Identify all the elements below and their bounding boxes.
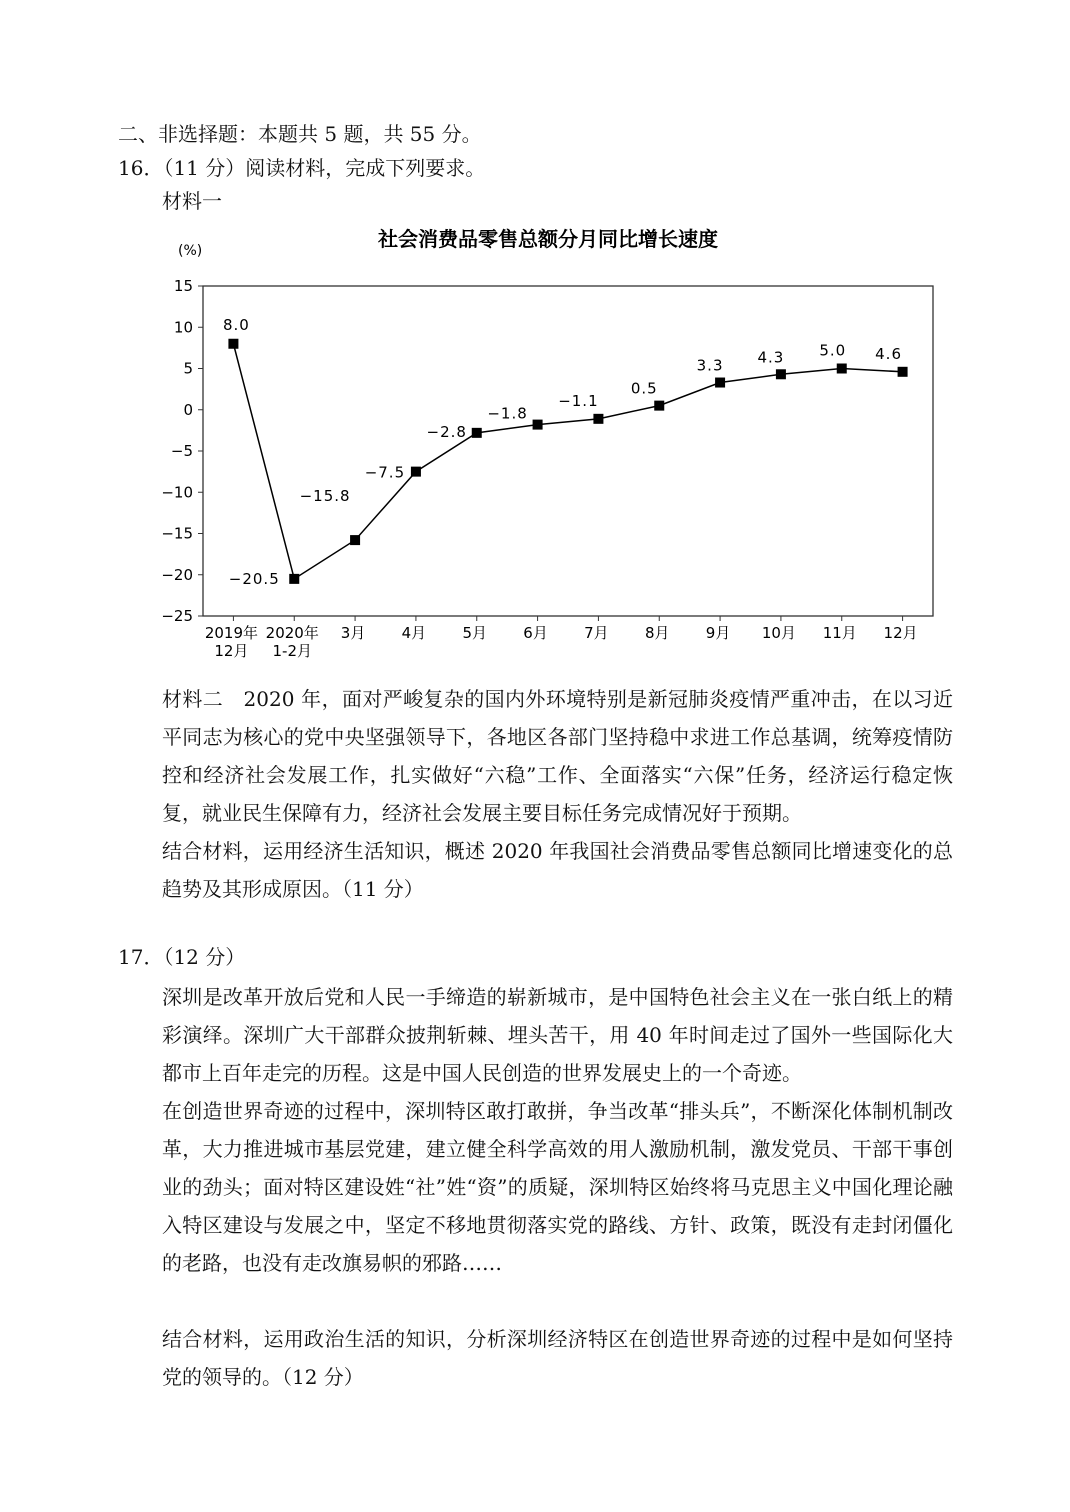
x-tick-label: 10月 [761,624,796,642]
data-point-marker [411,467,421,477]
data-label: 4.6 [875,344,903,363]
y-tick-label: −25 [161,607,193,625]
y-tick-label: 15 [173,277,193,295]
section-header: 二、非选择题：本题共 5 题，共 55 分。 [118,122,482,146]
data-point-marker [837,364,847,374]
y-axis-label: (%) [178,243,203,259]
data-point-marker [350,535,360,545]
x-tick-label: 1-2月 [272,642,312,660]
x-tick-label: 12月 [214,642,249,660]
data-point-marker [776,369,786,379]
data-point-marker [654,401,664,411]
data-label: −15.8 [299,487,351,506]
x-tick-label: 2020年 [265,624,319,642]
q17-title: 17．（12 分） [118,945,246,969]
x-tick-label: 8月 [644,624,670,642]
x-tick-label: 2019年 [204,624,259,642]
q17-question: 结合材料，运用政治生活的知识，分析深圳经济特区在创造世界奇迹的过程中是如何坚持党的领导的。（12 分） [162,1327,953,1389]
material1-label: 材料一 [162,189,222,213]
y-tick-label: −15 [161,524,193,543]
series-line [233,341,902,579]
y-tick-label: −10 [161,483,193,502]
y-tick-label: −20 [161,565,193,584]
data-label: 8.0 [222,315,250,334]
q17-para1: 深圳是改革开放后党和人民一手缔造的崭新城市，是中国特色社会主义在一张白纸上的精彩演绎。深圳广大干部群众披荆斩棘、埋头苦干，用 40 年时间走过了国外一些国际化大都市上百年走完的历程。这是中国人民创造的世界发展史上的一个奇迹。 [162,985,953,1085]
data-point-marker [533,420,543,430]
data-label: 3.3 [696,356,724,375]
data-label: 4.3 [757,348,785,367]
data-point-marker [593,414,603,424]
q16-question: 结合材料，运用经济生活知识，概述 2020 年我国社会消费品零售总额同比增速变化的总趋势及其形成原因。（11 分） [162,839,953,901]
line-chart [150,218,950,668]
y-tick-label: 0 [183,400,193,419]
y-tick-label: −5 [170,442,193,460]
y-tick-label: 5 [183,359,193,378]
x-tick-label: 12月 [883,624,918,642]
data-point-marker [472,428,482,438]
data-label: −20.5 [228,569,280,588]
data-point-marker [715,378,725,388]
x-tick-label: 4月 [401,624,427,642]
data-label: 0.5 [630,379,658,398]
x-tick-label: 9月 [705,624,731,642]
y-tick-label: 10 [173,318,193,337]
data-point-marker [898,367,908,377]
data-label: −2.8 [426,422,467,441]
data-label: −7.5 [364,463,406,482]
chart-title: 社会消费品零售总额分月同比增长速度 [378,227,718,251]
x-tick-label: 5月 [462,624,488,642]
x-tick-label: 6月 [523,624,548,642]
data-label: −1.1 [558,391,599,410]
data-point-marker [228,339,238,349]
data-label: 5.0 [819,341,847,360]
data-label: −1.8 [487,404,528,423]
x-tick-label: 3月 [340,624,366,642]
x-tick-label: 7月 [584,624,609,642]
material2-label: 材料二 [162,687,224,711]
q17-para2: 在创造世界奇迹的过程中，深圳特区敢打敢拼，争当改革“排头兵”，不断深化体制机制改革，大力推进城市基层党建，建立健全科学高效的用人激励机制，激发党员、干部干事创业的劲头；面对特区建设姓“社”姓“资”的质疑，深圳特区始终将马克思主义中国化理论融入特区建设与发展之中，坚定不移地贯彻落实党的路线、方针、政策，既没有走封闭僵化的老路，也没有走改旗易帜的邪路…… [162,1099,953,1275]
q16-title: 16．（11 分）阅读材料，完成下列要求。 [118,156,486,180]
data-point-marker [289,574,299,584]
x-tick-label: 11月 [822,624,857,642]
material2-paragraph [118,680,953,832]
material2-text: 2020 年，面对严峻复杂的国内外环境特别是新冠肺炎疫情严重冲击，在以习近平同志为核心的党中央坚强领导下，各地区各部门坚持稳中求进工作总基调，统筹疫情防控和经济社会发展工作，扎实做好“六稳”工作、全面落实“六保”任务，经济运行稳定恢复，就业民生保障有力，经济社会发展主要目标任务完成情况好于预期。 [162,687,954,825]
